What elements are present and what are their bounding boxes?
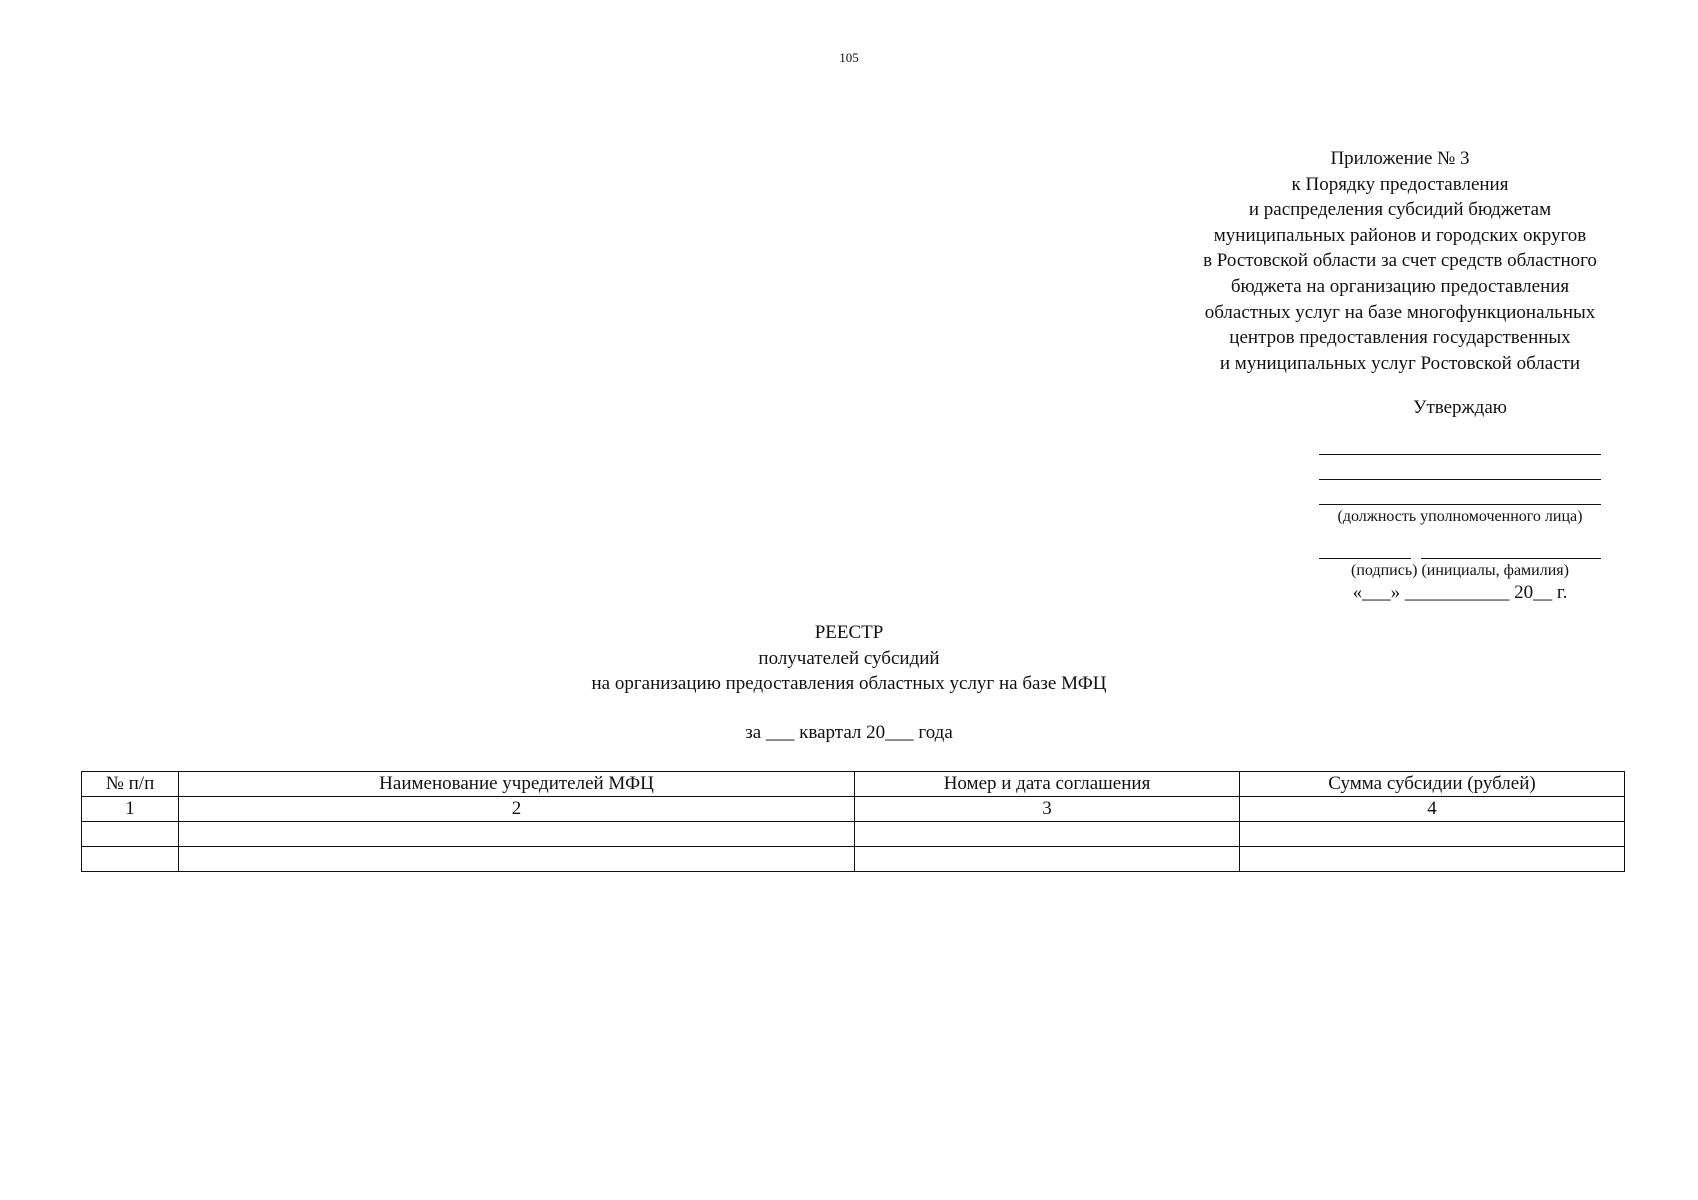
registry-subtitle: на организацию предоставления областных услуг на базе МФЦ [591, 673, 1107, 694]
registry-title: РЕЕСТР [814, 622, 884, 643]
position-hint: (должность уполномоченного лица) [1337, 508, 1583, 525]
appendix-line: областных услуг на базе многофункциональных [1204, 301, 1596, 323]
approval-block [1310, 396, 1610, 605]
column-number-row [82, 797, 1625, 822]
registry-period: за ___ квартал 20___ года [745, 722, 953, 743]
column-number: 2 [179, 797, 855, 822]
column-header: Наименование учредителей МФЦ [179, 772, 855, 797]
position-line [1319, 455, 1601, 480]
table-cell [855, 847, 1240, 872]
column-header: № п/п [82, 772, 179, 797]
appendix-line: муниципальных районов и городских округов [1213, 224, 1587, 246]
column-number: 1 [82, 797, 179, 822]
appendix-line: и муниципальных услуг Ростовской области [1219, 352, 1581, 374]
registry-subtitle: получателей субсидий [758, 647, 940, 669]
table-cell [1240, 822, 1625, 847]
table-cell [179, 847, 855, 872]
registry-table [81, 771, 1625, 872]
approval-date: «___» ___________ 20__ г. [1352, 582, 1568, 603]
registry-heading [0, 620, 1698, 697]
table-header-row [82, 772, 1625, 797]
position-line [1319, 430, 1601, 455]
table-cell [179, 822, 855, 847]
table-cell [82, 822, 179, 847]
signature-hint: (подпись) (инициалы, фамилия) [1351, 562, 1569, 579]
signature-row [1319, 539, 1601, 559]
name-line [1421, 539, 1601, 559]
column-number: 4 [1240, 797, 1625, 822]
appendix-note [1170, 146, 1630, 376]
table-cell [1240, 847, 1625, 872]
table-row [82, 822, 1625, 847]
appendix-line: к Порядку предоставления [1291, 173, 1509, 195]
column-header: Номер и дата соглашения [855, 772, 1240, 797]
column-header: Сумма субсидии (рублей) [1240, 772, 1625, 797]
table-cell [82, 847, 179, 872]
table-cell [855, 822, 1240, 847]
appendix-line: в Ростовской области за счет средств областного [1203, 250, 1597, 272]
page-number: 105 [839, 50, 859, 65]
appendix-line: центров предоставления государственных [1229, 327, 1571, 349]
table-row [82, 847, 1625, 872]
position-line [1319, 480, 1601, 505]
appendix-line: Приложение № 3 [1330, 148, 1470, 169]
appendix-line: бюджета на организацию предоставления [1230, 275, 1570, 297]
approval-title: Утверждаю [1413, 397, 1507, 418]
signature-line [1319, 539, 1411, 559]
appendix-line: и распределения субсидий бюджетам [1248, 199, 1552, 221]
column-number: 3 [855, 797, 1240, 822]
